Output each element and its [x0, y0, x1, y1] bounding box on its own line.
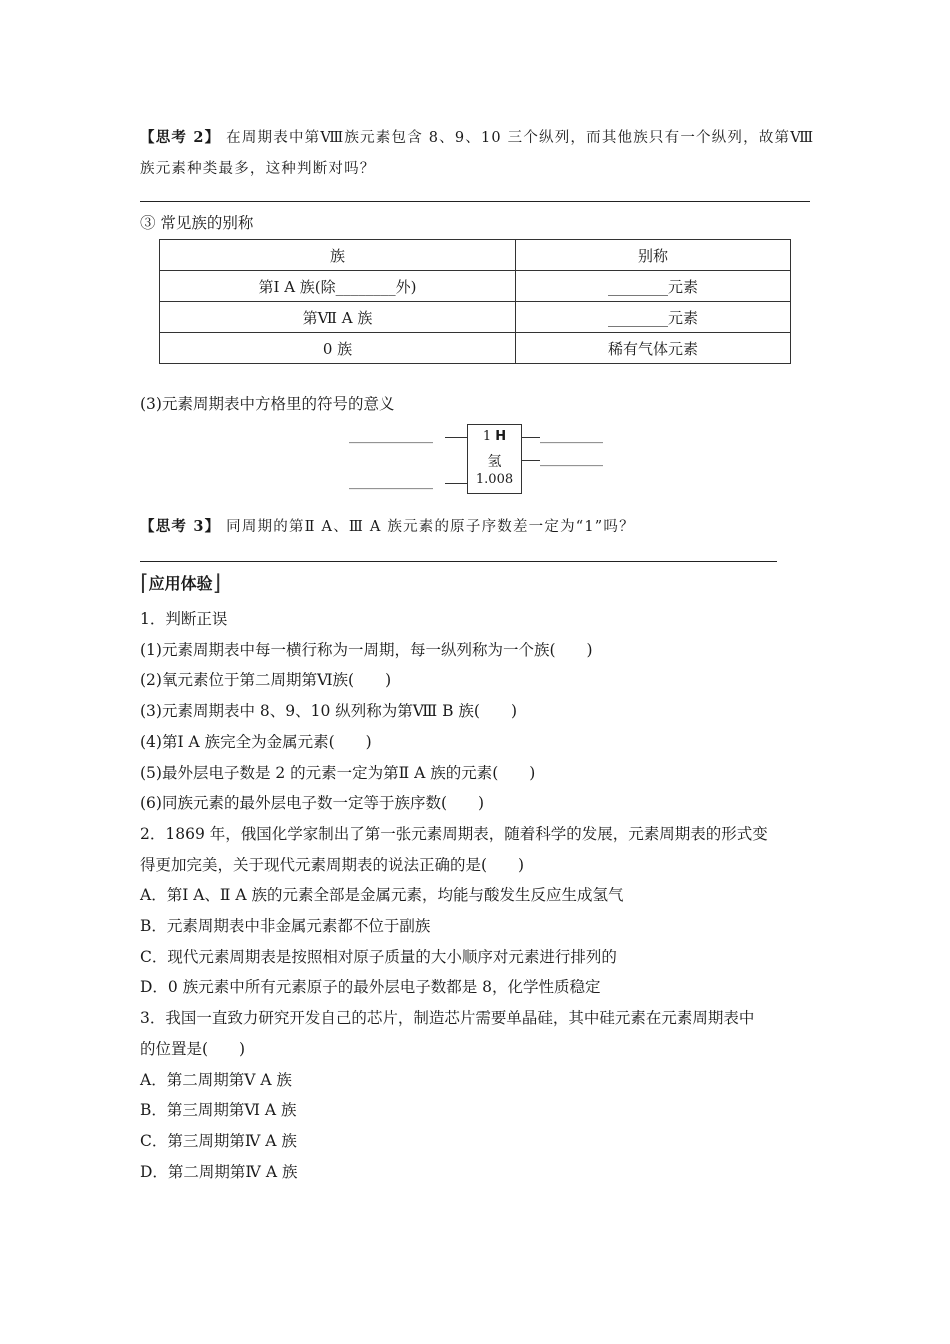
cell-group: 第Ⅶ A 族 [160, 302, 516, 333]
practice-line: (1)元素周期表中每一横行称为一周期，每一纵列称为一个族( ) [140, 640, 593, 659]
practice-line: (6)同族元素的最外层电子数一定等于族序数( ) [140, 794, 485, 813]
practice-line: C．现代元素周期表是按照相对原子质量的大小顺序对元素进行排列的 [140, 947, 617, 966]
element-cell [467, 424, 522, 494]
think2-label: 【思考 2】 [140, 129, 221, 146]
practice-banner: ⌈应用体验⌋ [140, 571, 222, 596]
practice-line: 3．我国一直致力研究开发自己的芯片，制造芯片需要单晶硅，其中硅元素在元素周期表中 [140, 1009, 755, 1028]
practice-line: 得更加完美，关于现代元素周期表的说法正确的是( ) [140, 855, 525, 874]
practice-line: A．第Ⅰ A、Ⅱ A 族的元素全部是金属元素，均能与酸发生反应生成氢气 [140, 886, 624, 905]
blank-name: _________ [540, 451, 603, 467]
practice-line: 1．判断正误 [140, 610, 228, 628]
element-name: 氢 [487, 454, 502, 470]
practice-line: (4)第Ⅰ A 族完全为金属元素( ) [140, 732, 372, 751]
table-row [160, 333, 791, 364]
think3-text: 同周期的第Ⅱ A、Ⅲ A 族元素的原子序数差一定为“1”吗？ [226, 519, 635, 535]
think2-line1 [140, 126, 814, 147]
pointer-line [445, 437, 467, 438]
think2-text-2: 族元素种类最多，这种判断对吗？ [140, 161, 376, 177]
table-header-row [160, 240, 791, 271]
header-alias: 别称 [516, 240, 791, 271]
symbol-heading: (3)元素周期表中方格里的符号的意义 [140, 395, 395, 413]
think3-label: 【思考 3】 [140, 518, 221, 535]
table-row [160, 271, 791, 302]
practice-line: B．第三周期第Ⅵ A 族 [140, 1101, 297, 1120]
practice-line: 的位置是( ) [140, 1039, 246, 1058]
alias-table [159, 239, 791, 364]
cell-alias: 稀有气体元素 [516, 333, 791, 364]
cell-group: 0 族 [160, 333, 516, 364]
element-symbol: H [495, 429, 507, 444]
practice-line: B．元素周期表中非金属元素都不位于副族 [140, 917, 431, 935]
practice-line: A．第二周期第Ⅴ A 族 [140, 1070, 292, 1089]
header-group: 族 [160, 240, 516, 271]
pointer-line [445, 483, 467, 484]
blank-atomic-number: ____________ [349, 428, 433, 444]
table-row [160, 302, 791, 333]
cell-group: 第Ⅰ A 族(除________外) [160, 271, 516, 302]
pointer-line [522, 437, 540, 438]
answer-line-2 [140, 561, 777, 562]
cell-alias: ________元素 [516, 302, 791, 333]
practice-line: C．第三周期第Ⅳ A 族 [140, 1131, 297, 1150]
answer-line-1 [140, 201, 810, 202]
element-number-symbol: 1 H [482, 429, 507, 444]
practice-line: D．第二周期第Ⅳ A 族 [140, 1162, 298, 1181]
practice-line: D．0 族元素中所有元素原子的最外层电子数都是 8，化学性质稳定 [140, 978, 601, 997]
pointer-line [522, 460, 540, 461]
element-mass: 1.008 [475, 472, 514, 487]
cell-alias: ________元素 [516, 271, 791, 302]
blank-symbol: _________ [540, 428, 603, 444]
think2-text-1: 在周期表中第Ⅷ族元素包含 8、9、10 三个纵列，而其他族只有一个纵列，故第Ⅷ [226, 130, 815, 146]
practice-line: (2)氧元素位于第二周期第Ⅵ族( ) [140, 671, 392, 690]
practice-line: 2．1869 年，俄国化学家制出了第一张元素周期表，随着科学的发展，元素周期表的形式变 [140, 824, 768, 843]
practice-title: 应用体验 [148, 574, 213, 593]
practice-line: (3)元素周期表中 8、9、10 纵列称为第Ⅷ B 族( ) [140, 702, 518, 721]
practice-line: (5)最外层电子数是 2 的元素一定为第Ⅱ A 族的元素( ) [140, 763, 536, 782]
think3-line [140, 515, 635, 536]
blank-atomic-mass: ____________ [349, 474, 433, 490]
alias-heading: ③ 常见族的别称 [140, 214, 254, 232]
